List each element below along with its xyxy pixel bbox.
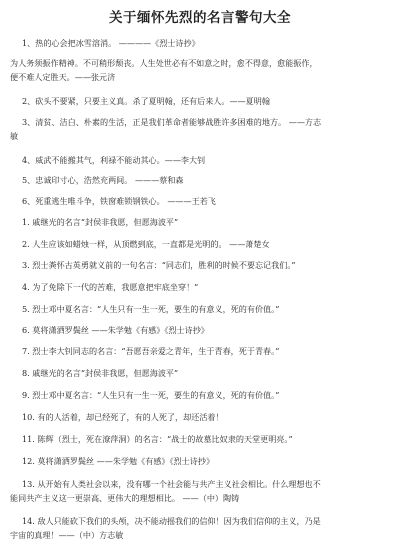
- quote-line: 5、忠诚印寸心，浩然充两间。 ———蔡和森: [22, 175, 184, 185]
- quote-line: 2. 人生应该如蜡烛一样，从顶燃到底，一直都是光明的。 ——萧楚女: [22, 239, 270, 249]
- quote-line: 7. 烈士李大钊同志的名言：“吾愿吾亲爱之青年，生于青春，死于青春。”: [22, 346, 280, 356]
- quote-line: 5. 烈士邓中夏名言：“人生只有一生一死，要生的有意义，死的有价值。”: [22, 304, 280, 314]
- quote-line: 13. 从开始有人类社会以来，没有哪一个社会能与共产主义社会相比。什么理想也不: [22, 479, 321, 489]
- quote-line: 14. 敌人只能砍下我们的头颅，决不能动摇我们的信仰！因为我们信仰的主义，乃是: [22, 516, 321, 526]
- quote-line: 11. 陈辉（烈士，死在潦萍洞）的名言：“战士的故墓比奴隶的天堂更明亮。”: [22, 434, 293, 444]
- quote-line: 3、清贫、洁白、朴素的生活，正是我们革命者能够战胜许多困难的地方。 ——方志: [22, 117, 322, 127]
- quote-line: 为人务须振作精神。不可稍形颓丧。人生处世必有不如意之时，愈不得意，愈能振作，: [10, 58, 318, 68]
- quote-line: 3. 烈士粪怀古英勇就义前的一句名言：“同志们，胜利的时候不要忘记我们。”: [22, 260, 296, 270]
- quote-line: 宇宙的真理！——（中）方志敏: [10, 530, 124, 540]
- quote-line: 便不难人定胜天。——张元济: [10, 72, 116, 82]
- quote-line: 12. 莫将潇洒罗鬓丝 ——朱学勉《有感》《烈士诗抄》: [22, 456, 215, 466]
- quote-line: 2、砍头不要紧，只要主义真。杀了夏明翰，还有后来人。——夏明翰: [22, 96, 270, 106]
- quote-line: 6. 莫将潇洒罗鬓丝 ——朱学勉《有感》《烈士诗抄》: [22, 325, 209, 335]
- quote-line: 能同共产主义这一更崇高、更伟大的理想相比。 ——（中）陶铸: [10, 493, 240, 503]
- quote-line: 8. 戚继光的名言“封侯非我愿，但愿海波平”: [22, 368, 179, 378]
- quote-line: 10. 有的人活着，却已经死了，有的人死了，却还活着！: [22, 412, 224, 422]
- quote-line: 4. 为了免除下一代的苦难，我愿意把牢底坐穿！”: [22, 282, 199, 292]
- quote-line: 敏: [10, 131, 19, 141]
- quote-line: 4、威武不能搬其气，利禄不能动其心。——李大钊: [22, 155, 206, 165]
- page-title: 关于缅怀先烈的名言警句大全: [109, 10, 291, 26]
- quote-line: 6、死重逃生唯斗争，铁窗难锁钢铁心。 ———王若飞: [22, 196, 216, 206]
- quote-line: 1. 戚继光的名言“封侯非我愿，但愿海波平”: [22, 217, 179, 227]
- quote-line: 9. 烈士邓中夏名言：“人生只有一生一死，要生的有意义，死的有价值。”: [22, 390, 280, 400]
- quote-line: 1、热的心会把冰雪溶消。 ————《烈士诗抄》: [22, 38, 200, 48]
